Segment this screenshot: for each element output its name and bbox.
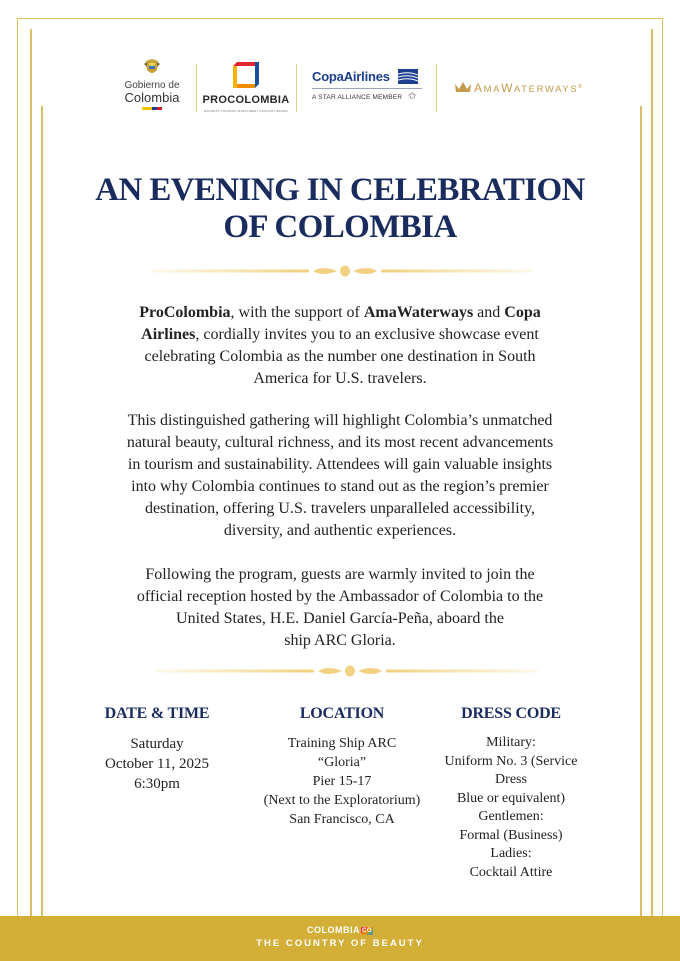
reception-paragraph: Following the program, guests are warmly invited to join the official reception hosted by the Ambassador of Colombia to the United States, H.E. Daniel García-Peña, aboard the ship ARC Gloria. — [136, 566, 544, 649]
gobierno-colombia-logo — [112, 56, 192, 116]
logo-separator — [196, 64, 197, 112]
copa-globe-icon — [398, 69, 418, 84]
sponsor-copa: Copa — [504, 304, 541, 321]
event-date: October 11, 2025 — [104, 756, 209, 772]
event-title — [0, 172, 680, 246]
dress-code-line: Military: — [486, 735, 536, 750]
location-heading: LOCATION — [299, 705, 385, 722]
location-section — [262, 704, 422, 829]
highlights-paragraph: This distinguished gathering will highlight Colombia’s unmatched natural beauty, cultural richness, and its most recent advancements in tourism and sustainability. Attendees will gain valuable insights into why Colombia continues to stand out as the region’s premier destination, offering U.S. travelers unparalleled accessibility, diversity, and authentic experiences. — [126, 412, 554, 539]
date-time-section — [82, 704, 232, 794]
copa-divider — [312, 88, 422, 89]
sponsor-amawaterways: AmaWaterways — [363, 304, 474, 321]
gobierno-line2: Colombia — [124, 90, 180, 105]
dress-code-line: Blue or equivalent) — [456, 790, 566, 806]
copa-subtitle: A STAR ALLIANCE MEMBER — [312, 94, 403, 101]
dress-code-line: Cocktail Attire — [469, 864, 553, 880]
co-badge-icon: CO — [362, 928, 372, 934]
copa-name: CopaAirlines — [312, 69, 390, 84]
sponsor-logos — [100, 56, 590, 116]
date-time-heading: DATE & TIME — [104, 705, 210, 722]
dress-code-line: Ladies: — [490, 846, 532, 861]
amawaterways-logo — [452, 56, 592, 116]
star-alliance-icon: ✩ — [408, 91, 417, 102]
gobierno-line1: Gobierno de — [124, 80, 180, 91]
ornament-divider — [145, 261, 535, 281]
frame-line-right-1 — [651, 29, 653, 916]
location-line: Training Ship ARC — [287, 736, 397, 751]
colombia-flag-bar — [142, 107, 162, 110]
logo-separator — [296, 64, 297, 112]
frame-line-left-1 — [30, 29, 32, 916]
dress-code-line: Uniform No. 3 (Service Dress — [444, 753, 578, 787]
procolombia-logo — [200, 56, 292, 116]
crown-icon — [454, 80, 472, 92]
amawaterways-name: AMAWATERWAYS® — [474, 81, 584, 95]
dress-code-line: Gentlemen: — [478, 809, 544, 824]
location-line: “Gloria” — [317, 755, 367, 770]
logo-separator — [436, 64, 437, 112]
location-line: San Francisco, CA — [289, 812, 395, 827]
ornament-divider — [150, 661, 540, 681]
org-name: ProColombia — [139, 304, 231, 321]
dress-code-section — [432, 704, 590, 882]
event-day: Saturday — [130, 736, 184, 752]
dress-code-line: Formal (Business) — [459, 827, 563, 843]
title-line-2: OF COLOMBIA — [223, 209, 457, 245]
location-line: (Next to the Exploratorium) — [263, 793, 421, 808]
footer-tagline: THE COUNTRY OF BEAUTY — [256, 938, 424, 949]
intro-paragraph: ProColombia, with the support of AmaWaterways and Copa Airlines, cordially invites you to an exclusive showcase event celebrating Colombia as the number one destination in South America for U.S. travelers. — [139, 304, 541, 387]
location-line: Pier 15-17 — [312, 774, 372, 789]
dress-code-heading: DRESS CODE — [461, 705, 561, 722]
event-time: 6:30pm — [134, 776, 180, 792]
coat-of-arms-icon — [143, 58, 161, 78]
copa-airlines-logo — [310, 56, 430, 116]
footer-band — [0, 916, 680, 961]
procolombia-name: PROCOLOMBIA — [202, 94, 290, 106]
title-line-1: AN EVENING IN CELEBRATION — [95, 172, 585, 208]
procolombia-mark-icon — [233, 62, 259, 88]
colombia-brand: COLOMBIA CO — [307, 925, 372, 935]
sponsor-copa-cont: Airlines — [141, 326, 196, 343]
procolombia-tagline: EXPORTS TOURISM INVESTMENT COUNTRY BRAND — [204, 109, 288, 113]
